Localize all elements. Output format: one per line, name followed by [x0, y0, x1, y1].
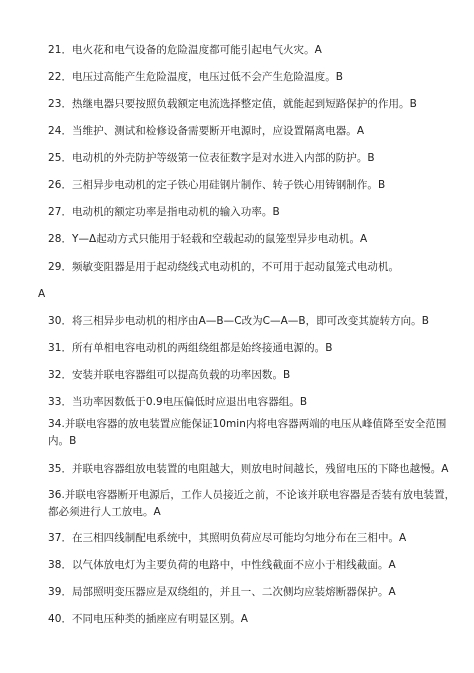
question-32: 32．安装并联电容器组可以提高负载的功率因数。B: [48, 369, 291, 381]
question-38: 38．以气体放电灯为主要负荷的电路中，中性线截面不应小于相线截面。A: [48, 559, 396, 571]
question-28: 28．Y—Δ起动方式只能用于轻载和空载起动的鼠笼型异步电动机。A: [48, 233, 368, 245]
question-30: 30．将三相异步电动机的相序由A—B—C改为C—A—B，即可改变其旋转方向。B: [48, 315, 429, 327]
question-26: 26．三相异步电动机的定子铁心用硅钢片制作、转子铁心用铸钢制作。B: [48, 179, 386, 191]
question-23: 23．热继电器只要按照负载额定电流选择整定值，就能起到短路保护的作用。B: [48, 98, 417, 110]
question-40: 40．不同电压种类的插座应有明显区别。A: [48, 613, 249, 625]
question-36: 36.并联电容器断开电源后，工作人员接近之前，不论该并联电容器是否装有放电装置，: [48, 489, 456, 501]
question-36-cont: 都必须进行人工放电。A: [48, 506, 161, 518]
question-29-answer: A: [38, 288, 46, 300]
question-37: 37．在三相四线制配电系统中，其照明负荷应尽可能均匀地分布在三相中。A: [48, 532, 407, 544]
question-27: 27．电动机的额定功率是指电动机的输入功率。B: [48, 206, 280, 218]
question-34-cont: 内。B: [48, 435, 77, 447]
question-22: 22．电压过高能产生危险温度，电压过低不会产生危险温度。B: [48, 71, 344, 83]
question-34: 34.并联电容器的放电装置应能保证10min内将电容器两端的电压从峰值降至安全范围: [48, 418, 447, 430]
question-31: 31．所有单相电容电动机的两组绕组都是始终接通电源的。B: [48, 342, 333, 354]
question-21: 21．电火花和电气设备的危险温度都可能引起电气火灾。A: [48, 44, 322, 56]
question-24: 24．当维护、测试和检修设备需要断开电源时，应设置隔离电器。A: [48, 125, 365, 137]
question-39: 39．局部照明变压器应是双绕组的，并且一、二次侧均应装熔断器保护。A: [48, 586, 396, 598]
question-29: 29．频敏变阻器是用于起动绕线式电动机的，不可用于起动鼠笼式电动机。: [48, 261, 400, 273]
question-25: 25．电动机的外壳防护等级第一位表征数字是对水进入内部的防护。B: [48, 152, 375, 164]
question-33: 33．当功率因数低于0.9电压偏低时应退出电容器组。B: [48, 396, 308, 408]
question-35: 35．并联电容器组放电装置的电阻越大，则放电时间越长，残留电压的下降也越慢。A: [48, 463, 449, 475]
